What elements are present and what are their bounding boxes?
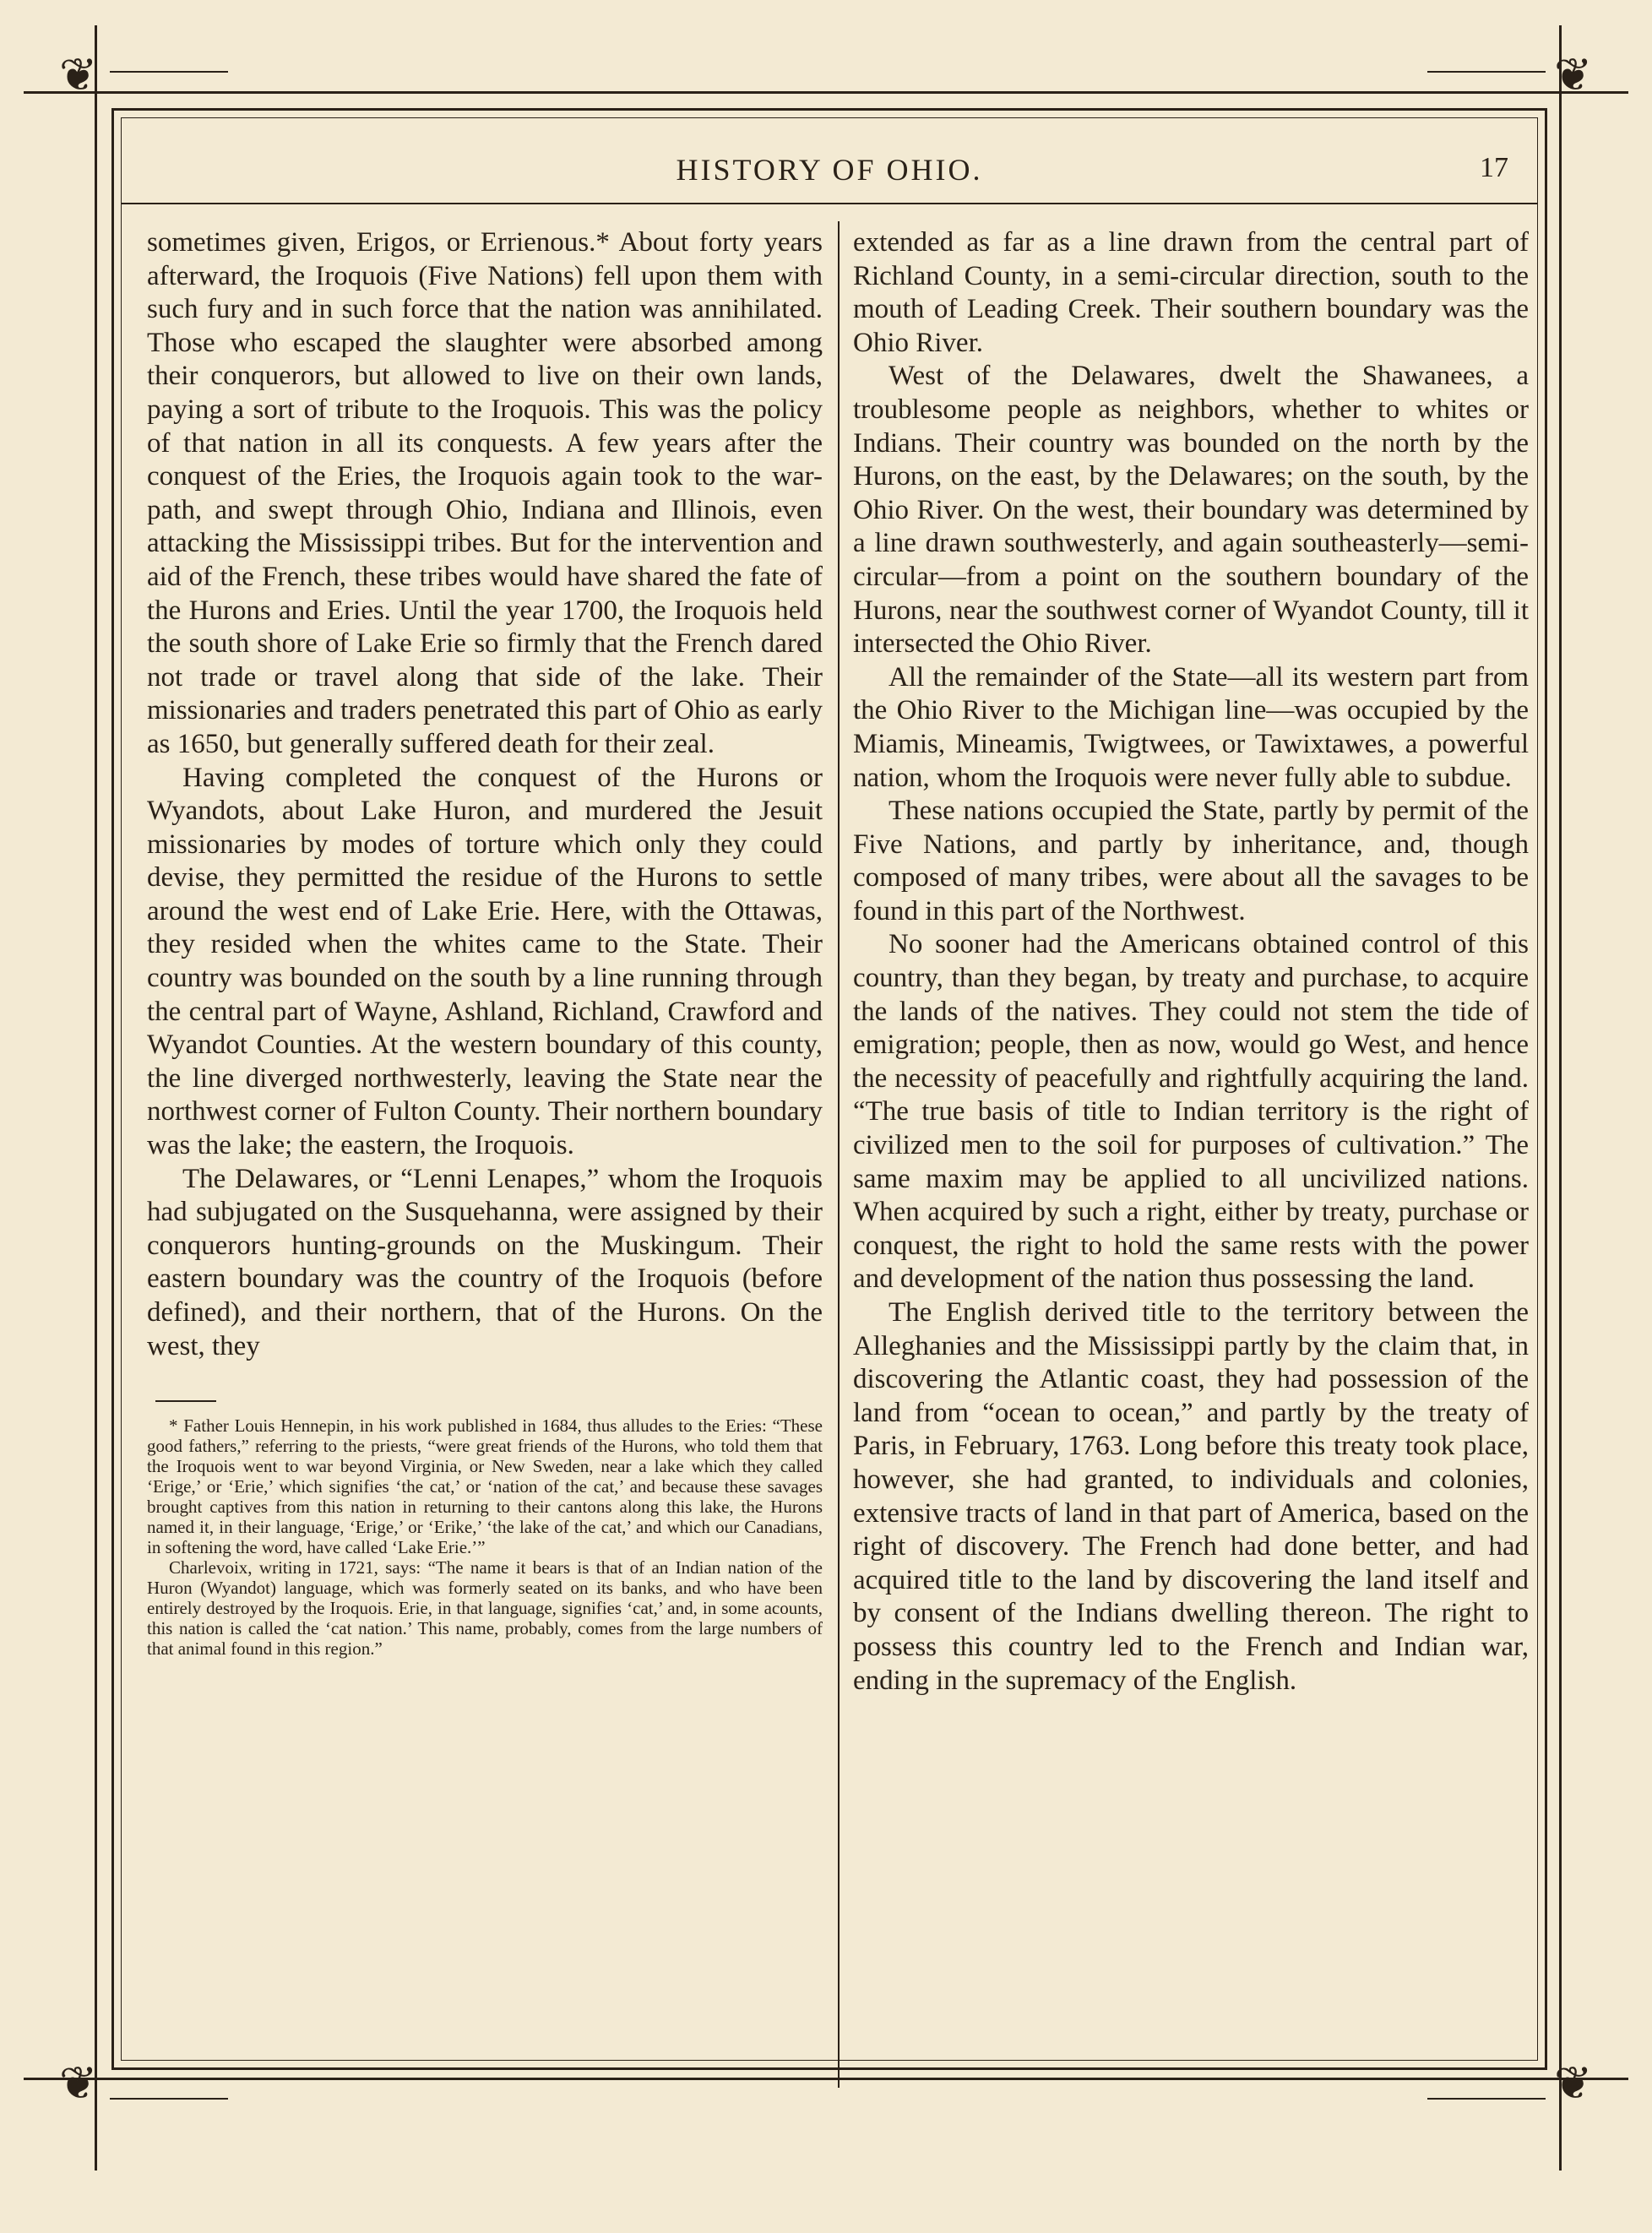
paragraph: All the remainder of the State—all its western part from the Ohio River to the Michigan line—was occupied by the Miamis, Mineamis, Twigtwees, or Tawixtawes, a powerful nation, whom the Iroquois were never fully able to subdue. — [853, 661, 1529, 793]
paragraph: No sooner had the Americans obtained control of this country, than they began, by treaty and purchase, to acquire the lands of the natives. They could not stem the tide of emigration; people, then as now, would go West, and hence the necessity of peacefully and rightfully acquiring the land. “The true basis of title to Indian territory is the right of civilized men to the soil for purposes of cultivation.” The same maxim may be applied to all uncivilized nations. When acquired by such a right, either by treaty, purchase or conquest, the right to hold the same rests with the power and development of the nation thus possessing the land. — [853, 929, 1529, 1295]
paragraph: These nations occupied the State, partly by permit of the Five Nations, and partly by inheritance, and, though composed of many tribes, were about all the savages to be found in this part of the Northwest. — [853, 796, 1529, 926]
page-inner-frame — [121, 117, 1538, 2061]
paragraph: The Delawares, or “Lenni Lenapes,” whom the Iroquois had subjugated on the Susquehanna, were assigned by their conquerors hunting-grounds on the Muskingum. Their eastern boundary was the country of the Iroquois (before defined), and their northern, that of the Hurons. On the west, they — [147, 1163, 823, 1361]
right-column — [853, 226, 1529, 1698]
left-column — [147, 226, 823, 1659]
frame-top-rule — [24, 91, 1628, 94]
footnote: * Father Louis Hennepin, in his work published in 1684, thus alludes to the Eries: “These good fathers,” referring to the priests, “were great friends of the Hurons, who told them that the Iroquois went to war beyond Virginia, or New Sweden, near a lake which they called ‘Erige,’ or ‘Erie,’ which signifies ‘the cat,’ or ‘nation of the cat,’ and because these savages brought captives from this nation in returning to their cantons along this lake, the Hurons named it, in their language, ‘Erige,’ or ‘Erike,’ ‘the lake of the cat,’ and which our Canadians, in softening the word, have called ‘Lake Erie.’” — [147, 1415, 823, 1558]
page-frame — [111, 108, 1547, 2070]
corner-ornament-top-left-icon: ❦ — [59, 50, 98, 101]
paragraph: extended as far as a line drawn from the central part of Richland County, in a semi-circular direction, south to the mouth of Leading Creek. Their southern boundary was the Ohio River. — [853, 227, 1529, 358]
corner-ornament-top-right-icon: ❦ — [1554, 50, 1593, 101]
corner-ornament-bottom-right-icon: ❦ — [1554, 2058, 1593, 2109]
frame-bottom-flourish-left — [110, 2098, 228, 2100]
footnotes — [147, 1415, 823, 1659]
paragraph: The English derived title to the territory between the Alleghanies and the Mississippi partly by the claim that, in discovering the Atlantic coast, they had possession of the land from “ocean to ocean,” and partly by the treaty of Paris, in February, 1763. Long before this treaty took place, however, she had granted, to individuals and colonies, extensive tracts of land in that part of America, based on the right of discovery. The French had done better, and had acquired title to the land by discovering the land itself and by consent of the Indians dwelling thereon. The right to possess this country led to the French and Indian war, ending in the supremacy of the English. — [853, 1297, 1529, 1696]
column-divider — [838, 221, 840, 2088]
frame-bottom-flourish-right — [1427, 2098, 1546, 2100]
frame-left-rule — [95, 25, 97, 2171]
running-title: HISTORY OF OHIO. — [676, 153, 983, 187]
frame-right-rule — [1559, 25, 1562, 2171]
footnote: Charlevoix, writing in 1721, says: “The name it bears is that of an Indian nation of the Huron (Wyandot) language, which was formerly seated on its banks, and who have been entirely destroyed by the Iroquois. Erie, in that language, signifies ‘cat,’ and, in some acounts, this nation is called the ‘cat nation.’ This name, probably, comes from the large numbers of that animal found in this region.” — [147, 1557, 823, 1660]
frame-top-flourish-left — [110, 71, 228, 73]
page-number: 17 — [1480, 152, 1508, 183]
paragraph: Having completed the conquest of the Hurons or Wyandots, about Lake Huron, and murdered the Jesuit missionaries by modes of torture which only they could devise, they permitted the residue of the Hurons to settle around the west end of Lake Erie. Here, with the Ottawas, they resided when the whites came to the State. Their country was bounded on the south by a line running through the central part of Wayne, Ashland, Richland, Crawford and Wyandot Counties. At the western boundary of this county, the line diverged northwesterly, leaving the State near the northwest corner of Fulton County. Their northern boundary was the lake; the eastern, the Iroquois. — [147, 762, 823, 1161]
corner-ornament-bottom-left-icon: ❦ — [59, 2058, 98, 2109]
frame-bottom-rule — [24, 2078, 1628, 2080]
paragraph: sometimes given, Erigos, or Errienous.* About forty years afterward, the Iroquois (Five Nations) fell upon them with such fury and in such force that the nation was annihilated. Those who escaped the slaughter were absorbed among their conquerors, but allowed to live on their own lands, paying a sort of tribute to the Iroquois. This was the policy of that nation in all its conquests. A few years after the conquest of the Eries, the Iroquois again took to the war-path, and swept through Ohio, Indiana and Illinois, even attacking the Mississippi tribes. But for the intervention and aid of the French, these tribes would have shared the fate of the Hurons and Eries. Until the year 1700, the Iroquois held the south shore of Lake Erie so firmly that the French dared not trade or travel along that side of the lake. Their missionaries and traders penetrated this part of Ohio as early as 1650, but generally suffered death for their zeal. — [147, 227, 823, 759]
page-header — [122, 152, 1537, 204]
frame-top-flourish-right — [1427, 71, 1546, 73]
footnote-rule — [155, 1400, 216, 1402]
paragraph: West of the Delawares, dwelt the Shawanees, a troublesome people as neighbors, whether to whites or Indians. Their country was bounded on the north by the Hurons, on the east, by the Delawares; on the south, by the Ohio River. On the west, their boundary was determined by a line drawn southwesterly, and again southeasterly—semi-circular—from a point on the southern boundary of the Hurons, near the southwest corner of Wyandot County, till it intersected the Ohio River. — [853, 361, 1529, 660]
